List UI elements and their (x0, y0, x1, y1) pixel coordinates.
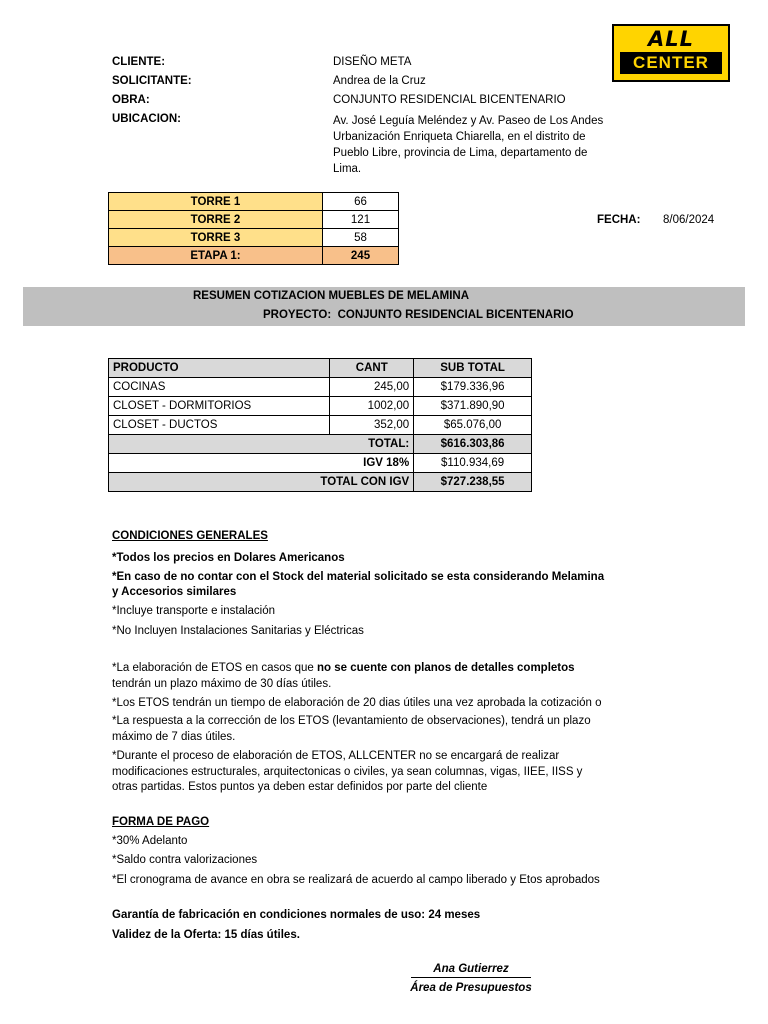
igv-value: $110.934,69 (414, 454, 532, 473)
solicitante-value: Andrea de la Cruz (333, 75, 426, 87)
table-row (109, 229, 399, 247)
cliente-label: CLIENTE: (112, 56, 166, 68)
pago-item: *Saldo contra valorizaciones (112, 854, 258, 866)
pago-item: *30% Adelanto (112, 835, 188, 847)
condicion-item: *Durante el proceso de elaboración de ETOS, ALLCENTER no se encargará de realizar (112, 750, 560, 762)
cant-cell: 1002,00 (330, 397, 414, 416)
condicion-bold-text: no se cuente con planos de detalles completos (317, 662, 575, 674)
condicion-item: modificaciones estructurales, arquitectonicas o civiles, ya sean columnas, vigas, IIEE, IISS y (112, 766, 583, 778)
band-project (263, 309, 574, 321)
garantia-text: Garantía de fabricación en condiciones normales de uso: 24 meses (112, 909, 481, 921)
pago-title: FORMA DE PAGO (112, 816, 210, 828)
condiciones-title: CONDICIONES GENERALES (112, 530, 268, 542)
torre-value: 121 (323, 211, 399, 229)
ubicacion-value (333, 113, 603, 177)
producto-cell: COCINAS (109, 378, 330, 397)
table-row (109, 211, 399, 229)
total-igv-value: $727.238,55 (414, 473, 532, 492)
ubicacion-line: Urbanización Enriqueta Chiarella, en el distrito de (333, 131, 586, 143)
cant-cell: 352,00 (330, 416, 414, 435)
etapa-label: ETAPA 1: (109, 247, 323, 265)
ubicacion-line: Pueblo Libre, provincia de Lima, departamento de (333, 147, 588, 159)
obra-label: OBRA: (112, 94, 150, 106)
proyecto-value: CONJUNTO RESIDENCIAL BICENTENARIO (337, 309, 574, 321)
firma-nombre: Ana Gutierrez (411, 963, 531, 978)
ubicacion-line: Lima. (333, 163, 362, 175)
torre-value: 66 (323, 193, 399, 211)
fecha-label: FECHA: (597, 214, 641, 226)
allcenter-logo (612, 24, 730, 82)
table-row (109, 247, 399, 265)
producto-cell: CLOSET - DUCTOS (109, 416, 330, 435)
fecha-value: 8/06/2024 (663, 214, 715, 226)
torre-label: TORRE 2 (109, 211, 323, 229)
condicion-item (112, 660, 575, 676)
igv-label: IGV 18% (109, 454, 414, 473)
table-row (109, 378, 532, 397)
condicion-item: *La respuesta a la corrección de los ETOS (levantamiento de observaciones), tendrá un plazo (112, 715, 591, 727)
total-label: TOTAL: (109, 435, 414, 454)
logo-top-text: ALL (647, 27, 694, 51)
torre-label: TORRE 1 (109, 193, 323, 211)
band-title: RESUMEN COTIZACION MUEBLES DE MELAMINA (193, 290, 469, 302)
torre-label: TORRE 3 (109, 229, 323, 247)
firma-area: Área de Presupuestos (410, 982, 532, 994)
condicion-item: y Accesorios similares (112, 586, 237, 598)
logo-bottom-text: CENTER (620, 52, 722, 74)
cant-cell: 245,00 (330, 378, 414, 397)
products-table (108, 358, 532, 492)
condicion-item: máximo de 7 dias útiles. (112, 731, 236, 743)
subtotal-cell: $65.076,00 (414, 416, 532, 435)
condicion-item: *No Incluyen Instalaciones Sanitarias y Eléctricas (112, 625, 364, 637)
condicion-item: *Todos los precios en Dolares Americanos (112, 552, 345, 564)
ubicacion-label: UBICACION: (112, 113, 181, 125)
condicion-item: tendrán un plazo máximo de 30 días útiles. (112, 678, 332, 690)
obra-value: CONJUNTO RESIDENCIAL BICENTENARIO (333, 94, 566, 106)
igv-row (109, 454, 532, 473)
total-igv-label: TOTAL CON IGV (109, 473, 414, 492)
condicion-item: *En caso de no contar con el Stock del material solicitado se esta considerando Melamina (112, 571, 605, 583)
pago-item: *El cronograma de avance en obra se realizará de acuerdo al campo liberado y Etos aprobados (112, 874, 600, 886)
proyecto-label: PROYECTO: (263, 309, 332, 321)
header-cant: CANT (330, 359, 414, 378)
total-value: $616.303,86 (414, 435, 532, 454)
table-header-row (109, 359, 532, 378)
cliente-value: DISEÑO META (333, 56, 412, 68)
header-producto: PRODUCTO (109, 359, 330, 378)
condicion-item: otras partidas. Estos puntos ya deben estar definidos por parte del cliente (112, 781, 488, 793)
etapa-value: 245 (323, 247, 399, 265)
ubicacion-line: Av. José Leguía Meléndez y Av. Paseo de Los Andes (333, 115, 604, 127)
condicion-text: *La elaboración de ETOS en casos que (112, 662, 318, 674)
solicitante-label: SOLICITANTE: (112, 75, 192, 87)
table-row (109, 397, 532, 416)
table-row (109, 416, 532, 435)
subtotal-cell: $179.336,96 (414, 378, 532, 397)
condicion-item: *Los ETOS tendrán un tiempo de elaboración de 20 dias útiles una vez aprobada la cotización o (112, 697, 602, 709)
condicion-item: *Incluye transporte e instalación (112, 605, 276, 617)
torres-table (108, 192, 399, 265)
total-row (109, 435, 532, 454)
subtotal-cell: $371.890,90 (414, 397, 532, 416)
table-row (109, 193, 399, 211)
producto-cell: CLOSET - DORMITORIOS (109, 397, 330, 416)
summary-band (23, 287, 745, 326)
validez-text: Validez de la Oferta: 15 días útiles. (112, 929, 300, 941)
torre-value: 58 (323, 229, 399, 247)
total-igv-row (109, 473, 532, 492)
header-subtotal: SUB TOTAL (414, 359, 532, 378)
